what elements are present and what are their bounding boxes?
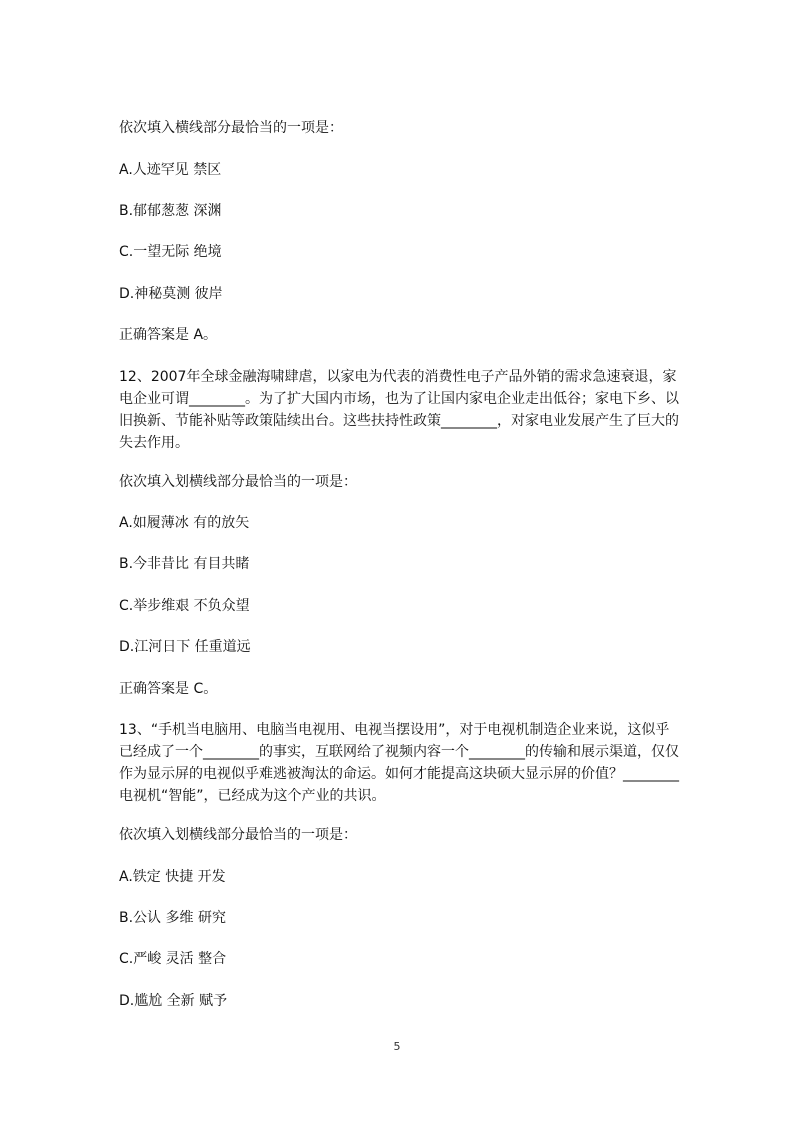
- q13-option-d: D.尴尬 全新 赋予: [119, 993, 228, 1009]
- q11-instruction: 依次填入横线部分最恰当的一项是：: [119, 120, 343, 136]
- q11-option-d: D.神秘莫测 彼岸: [119, 286, 223, 302]
- q13-option-c: C.严峻 灵活 整合: [119, 951, 227, 967]
- q12-instruction: 依次填入划横线部分最恰当的一项是：: [119, 474, 357, 490]
- q12-option-c: C.举步维艰 不负众望: [119, 598, 250, 614]
- q13-option-a: A.铁定 快捷 开发: [119, 869, 226, 885]
- q13-stem: 13、“手机当电脑用、电脑当电视用、电视当摆设用”，对于电视机制造企业来说，这似乎已经成了一个________的事实，互联网给了视频内容一个________的传输和展示渠道，仅仅作为显示屏的电视似乎难逃被淘汰的命运。如何才能提高这块硕大显示屏的价值？________ 电视机“智能”，已经成为这个产业的共识。: [119, 722, 679, 804]
- q13-instruction: 依次填入划横线部分最恰当的一项是：: [119, 827, 357, 843]
- q12-answer: 正确答案是 C。: [119, 681, 218, 697]
- q12-option-b: B.今非昔比 有目共睹: [119, 556, 250, 572]
- q13-option-b: B.公认 多维 研究: [119, 910, 226, 926]
- q11-option-a: A.人迹罕见 禁区: [119, 162, 222, 178]
- page-number: 5: [393, 1040, 401, 1053]
- q12-option-a: A.如履薄冰 有的放矢: [119, 515, 250, 531]
- q12-stem: 12、2007年全球金融海啸肆虐，以家电为代表的消费性电子产品外销的需求急速衰退，家电企业可谓________。为了扩大国内市场，也为了让国内家电企业走出低谷；家电下乡、以旧换新、节能补贴等政策陆续出台。这些扶持性政策________，对家电业发展产生了巨大的失去作用。: [119, 369, 679, 451]
- q11-option-b: B.郁郁葱葱 深渊: [119, 203, 222, 219]
- q11-option-c: C.一望无际 绝境: [119, 244, 222, 260]
- q11-answer: 正确答案是 A。: [119, 327, 218, 343]
- q12-option-d: D.江河日下 任重道远: [119, 639, 251, 655]
